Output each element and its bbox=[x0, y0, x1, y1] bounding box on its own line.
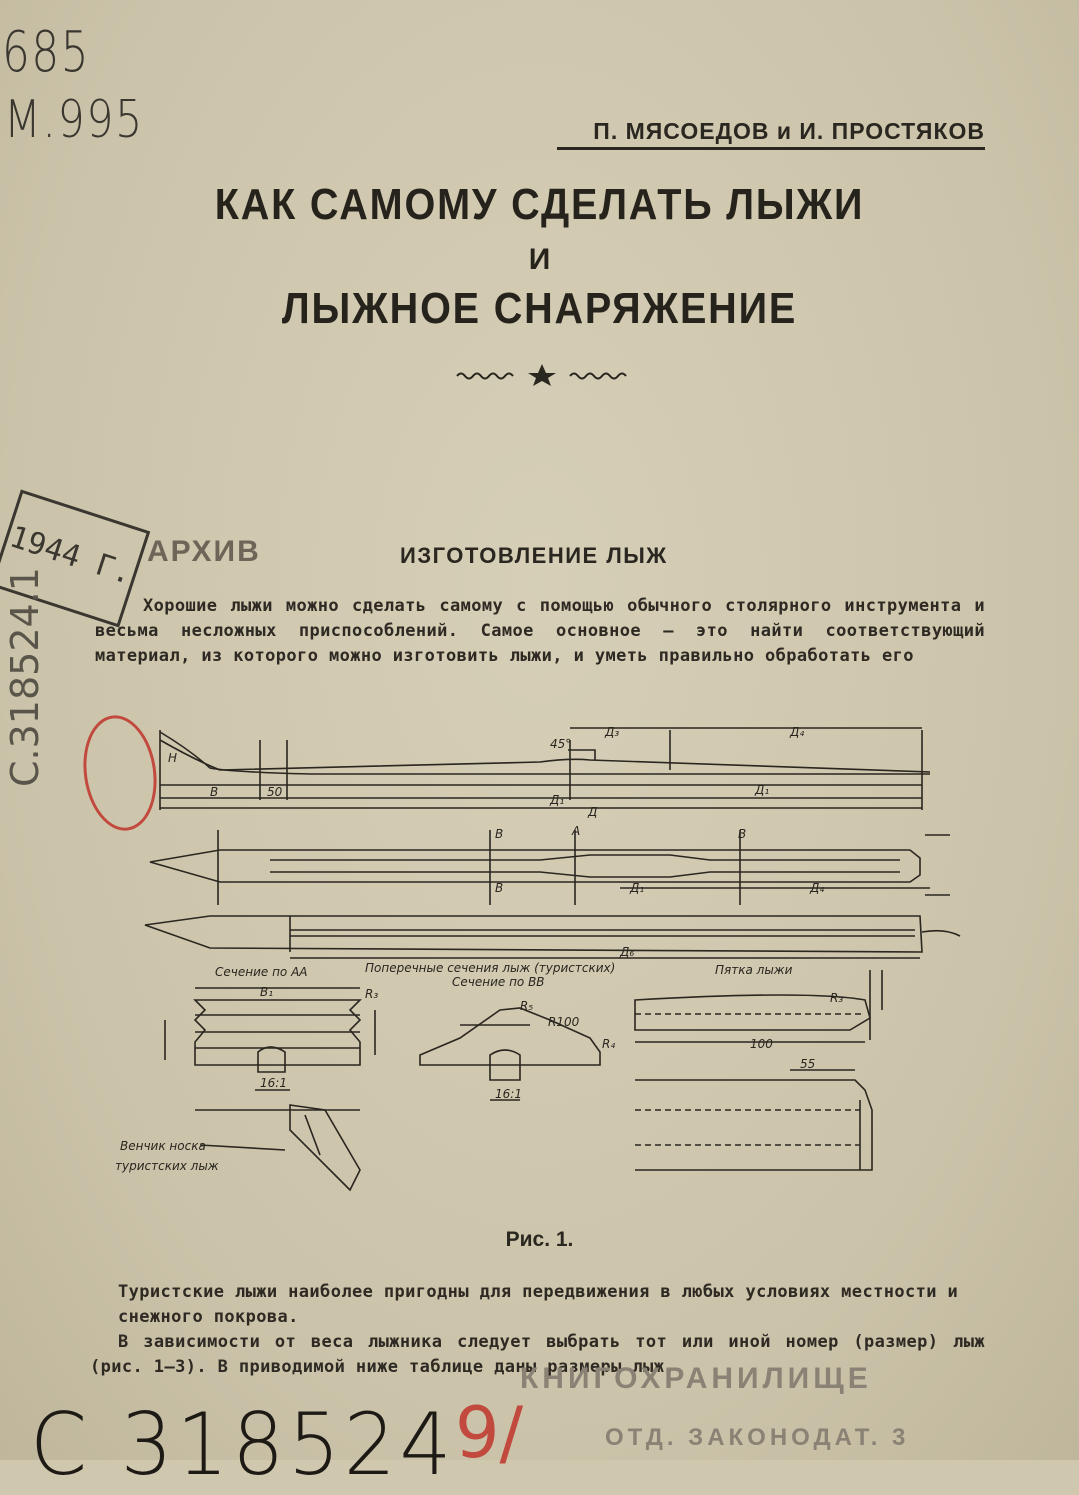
label-d3: Д₃ bbox=[605, 725, 620, 739]
label-tip-crown-2: туристских лыж bbox=[115, 1159, 219, 1173]
star-ornament-icon bbox=[455, 362, 630, 386]
label-ratio-bb: 16:1 bbox=[495, 1087, 522, 1101]
label-b: В bbox=[210, 785, 219, 799]
label-a-top: А bbox=[572, 824, 581, 838]
authors: П. МЯСОЕДОВ и И. ПРОСТЯКОВ bbox=[557, 118, 985, 150]
label-tip-crown-1: Венчик носка bbox=[120, 1139, 206, 1153]
inventory-number: С 318524 bbox=[30, 1395, 456, 1495]
side-number-stamp: С.318524.1 bbox=[3, 567, 47, 787]
label-section-bb: Сечение по ВВ bbox=[452, 975, 545, 989]
label-d6: Д₆ bbox=[620, 945, 635, 959]
label-b-top-right: В bbox=[738, 827, 747, 841]
paragraph-3: В зависимости от веса лыжника следует выбрать тот или иной номер (размер) лыж (рис. 1—3). В приводимой ниже таблице даны размеры лыж. bbox=[90, 1332, 985, 1377]
library-stamp bbox=[520, 1362, 970, 1472]
label-b-bottom: В bbox=[495, 881, 504, 895]
inventory-mark: 9/ bbox=[455, 1392, 524, 1474]
label-section-aa: Сечение по АА bbox=[215, 965, 308, 979]
section-heading: ИЗГОТОВЛЕНИЕ ЛЫЖ bbox=[400, 543, 668, 568]
label-r5: R₅ bbox=[520, 999, 534, 1013]
ski-technical-drawing bbox=[110, 710, 980, 1230]
label-r4: R₄ bbox=[602, 1037, 616, 1051]
label-d4-top: Д₄ bbox=[810, 881, 825, 895]
label-cross-sections: Поперечные сечения лыж (туристских) bbox=[365, 961, 616, 975]
title-line1: КАК САМОМУ СДЕЛАТЬ ЛЫЖИ bbox=[214, 180, 865, 229]
figure-caption: Рис. 1. bbox=[505, 1228, 574, 1251]
label-dim-45: 45° bbox=[550, 737, 572, 751]
paragraph-1: Хорошие лыжи можно сделать самому с помощью обычного столярного инструмента и весьма несложных приспособлений. Самое основное — это найти соответствующий материал, из которого можно изготовить лыжи, и уметь правильно обработать его bbox=[95, 596, 985, 666]
label-b-top: В bbox=[495, 827, 504, 841]
label-d1-top: Д₁ bbox=[630, 881, 645, 895]
label-r100: R100 bbox=[548, 1015, 580, 1029]
label-d1: Д₁ bbox=[550, 793, 565, 807]
label-b1: В₁ bbox=[260, 985, 274, 999]
library-stamp-line1: КНИГОХРАНИЛИЩЕ bbox=[520, 1362, 872, 1395]
label-dim-50: 50 bbox=[267, 785, 283, 799]
label-heel-r3: R₃ bbox=[830, 991, 844, 1005]
label-d1-right: Д₁ bbox=[755, 783, 770, 797]
label-heel: Пятка лыжи bbox=[715, 963, 793, 977]
archive-stamp: АРХИВ bbox=[147, 535, 261, 568]
library-stamp-line2: ОТД. ЗАКОНОДАТ. 3 bbox=[605, 1424, 910, 1451]
title-line3: ЛЫЖНОЕ СНАРЯЖЕНИЕ bbox=[281, 284, 798, 333]
paragraph-2: Туристские лыжи наиболее пригодны для передвижения в любых условиях местности и снежного покрова. bbox=[118, 1282, 959, 1327]
label-d: Д bbox=[588, 805, 598, 819]
call-number-line1: 685 bbox=[2, 20, 91, 85]
year-stamp: 1944 Г. bbox=[0, 489, 150, 627]
call-number-line2: M.995 bbox=[4, 90, 144, 150]
label-r3: R₃ bbox=[365, 987, 379, 1001]
title-line2: И bbox=[528, 243, 551, 276]
label-dim-55: 55 bbox=[800, 1057, 816, 1071]
label-d4: Д₄ bbox=[790, 725, 805, 739]
label-ratio-aa: 16:1 bbox=[260, 1076, 287, 1090]
label-dim-100: 100 bbox=[750, 1037, 773, 1051]
label-h: Н bbox=[168, 751, 178, 765]
